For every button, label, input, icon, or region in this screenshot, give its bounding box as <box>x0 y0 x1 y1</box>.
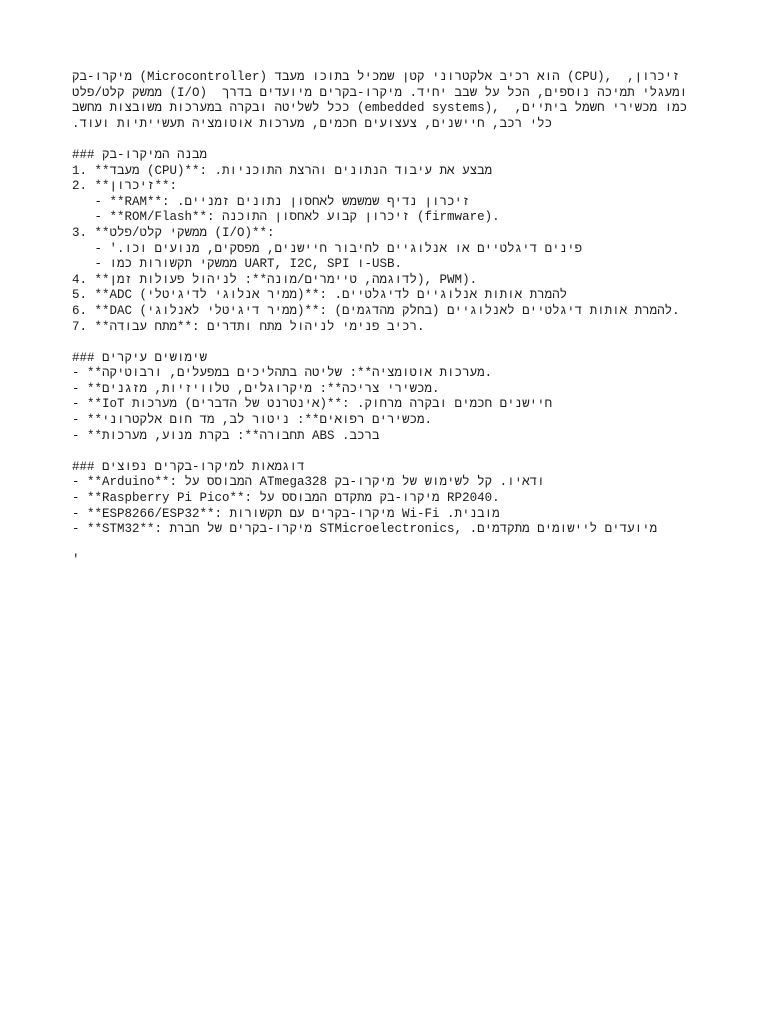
list-item-adc: 5. **ADC (ילטיגידל יגולנא ריממ)**: .םייטלגידל םייגולנא תותוא תרמהל <box>72 288 568 303</box>
list-item-medical: - **ינורטקלא םוח דמ ,בל רוטינ :**םיאופר םירישכמ. <box>72 413 433 428</box>
list-item-cpu: 1. **דבעמ (CPU)**: .תוינכותה תצרהו םינותנה דוביע תא עצבמ <box>72 163 493 178</box>
spacer <box>72 335 712 351</box>
intro-line-2: טלפ/טלק קשממ (I/O) ךרדב םידעוימ םירקב-ורקימ .דיחי בבש לע לכה ,םיפסונ הכימת ילגעמו <box>72 85 688 100</box>
intro-line-1: קב-ורקימ (Microcontroller) דבעמ וכותב ליכמש ןטק ינורטקלא ביכר אוה (CPU), ,ןורכיז <box>72 70 680 84</box>
list-item-automation: - **הקיטוברו ,םילעפמב םיכילהתב הטילש :**היצמוטוא תוכרעמ. <box>72 366 493 381</box>
list-item-consumer: - **םינגזמ ,תויזיוולט ,םילגורקימ :**הכירצ ירישכמ. <box>72 381 440 396</box>
list-item-raspberry-pi-pico: - **Raspberry Pi Pico**: לע ססובמה םדקתמ קב-ורקימ RP2040. <box>72 491 500 506</box>
spacer <box>72 538 712 554</box>
list-item-timers: 4. **ןמז תולועפ לוהינל :**הנומ/םירמייט ,המגודל), PWM). <box>72 272 478 287</box>
section-heading-examples: ### םיצופנ םירקב-ורקימל תואמגוד <box>72 459 305 474</box>
list-item-transport: - **תוכרעמ ,עונמ תרקב :**הרובחת ABS .בכרב <box>72 428 380 443</box>
list-item-io: 3. **טלפ/טלק יקשממ (I/O)**: <box>72 225 275 240</box>
list-item-esp: - **ESP8266/ESP32**: תורושקת םע םירקב-ורקימ Wi-Fi .תינבומ <box>72 506 500 521</box>
intro-line-4: .דועו תויתיישעת היצמוטוא תוכרעמ ,םימכח םיעוצעצ ,םינשייח ,בכר ילכ <box>72 116 553 131</box>
list-item-arduino: - **Arduino**: לע ססובמה ATmega328 קב-ורקימ לש שומישל לק .ויאדו <box>72 475 545 490</box>
list-item-iot: - **IoT תוכרעמ (םירבדה לש טנרטניא)**: .קוחרמ הרקבו םימכח םינשייח <box>72 397 553 412</box>
list-item-voltage: 7. **הדובע חתמ**: םירדתו חתמ לוהינל ימינפ ביכר. <box>72 319 425 334</box>
sub-item-pins: - '.וכו םיעונמ ,םיקספמ ,םינשייח רוביחל םייגולנא וא םייטלגיד םיניפ <box>72 241 583 256</box>
sub-item-ram: - **RAM**: .םיינמז םינותנ ןוסחאל שמשמש ףידנ ןורכיז <box>72 194 470 209</box>
intro-line-3: בשחמ תוצבושמ תוכרעמב הרקבו הטילשל לככ (embedded systems), ,םייתיב למשח ירישכמ ומכ <box>72 101 688 116</box>
list-item-stm32: - **STM32**: תרבח לש םירקב-ורקימ STMicroelectronics, .םימדקתמ םימושייל םידעוימ <box>72 522 658 537</box>
list-item-dac: 6. **DAC (יגולנאל ילטיגיד ריממ)**: (םימגדהמ קלחב) םייגולנאל םייטלגיד תותוא תרמהל. <box>72 303 680 318</box>
sub-item-rom-flash: - **ROM/Flash**: הנכותה ןוסחאל עובק ןורכיז (firmware). <box>72 210 500 225</box>
sub-item-interfaces: - ומכ תורושקת יקשממ UART, I2C, SPI ו-USB. <box>72 257 403 272</box>
document-body <box>72 70 712 569</box>
section-heading-structure: ### קב-ורקימה הנבמ <box>72 147 208 162</box>
spacer <box>72 132 712 148</box>
spacer <box>72 444 712 460</box>
list-item-memory: 2. **ןורכיז**: <box>72 179 178 194</box>
section-heading-uses: ### םירקיע םישומיש <box>72 350 208 365</box>
trailing-mark: ' <box>72 553 80 568</box>
